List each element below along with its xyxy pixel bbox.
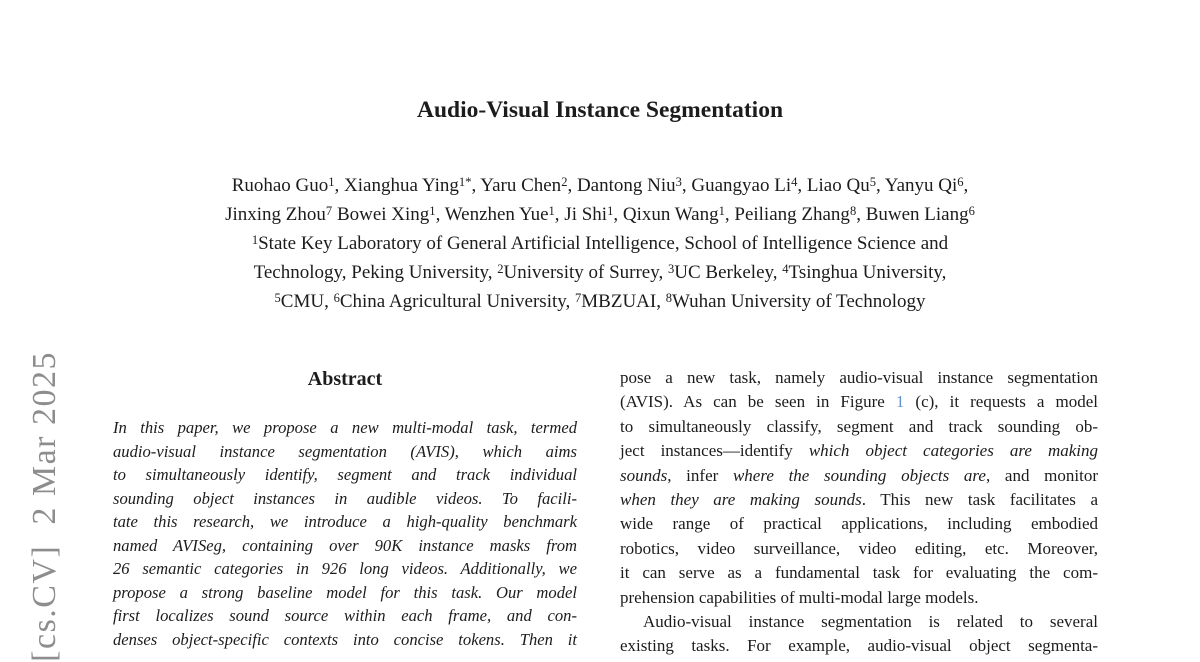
text-run: , Qixun Wang xyxy=(613,204,719,225)
superscript: 1 xyxy=(607,203,614,218)
text-line xyxy=(113,416,577,440)
affiliation-block xyxy=(0,230,1200,317)
superscript: 8 xyxy=(849,203,857,218)
text-run: sounding object instances in audible videos. To facili- xyxy=(113,488,577,508)
text-line xyxy=(620,561,1098,585)
superscript: 1 xyxy=(548,203,555,218)
text-run: audio-visual instance segmentation (AVIS), which aims xyxy=(113,441,577,461)
superscript: 4 xyxy=(791,174,798,189)
text-run: In this paper, we propose a new multi-modal task, termed xyxy=(113,418,577,437)
superscript: 7 xyxy=(575,290,582,305)
text-line xyxy=(0,288,1200,317)
superscript: 2 xyxy=(497,261,504,276)
text-run: , Dantong Niu xyxy=(567,175,676,196)
text-run: denses object-specific contexts into concise tokens. Then it xyxy=(113,629,577,649)
text-line xyxy=(113,581,577,605)
superscript: 6 xyxy=(957,174,964,189)
text-run: first localizes sound source within each frame, and con- xyxy=(113,606,577,625)
text-run: Wuhan University of Technology xyxy=(672,291,926,312)
text-run: MBZUAI, xyxy=(581,291,666,312)
superscript: 1* xyxy=(458,174,472,189)
paper-title: Audio-Visual Instance Segmentation xyxy=(416,97,784,123)
superscript: 1 xyxy=(718,203,725,218)
text-line xyxy=(0,230,1200,259)
text-run: named AVISeg, containing over 90K instance masks from xyxy=(113,535,577,555)
text-run: propose a strong baseline model for this task. Our model xyxy=(113,582,577,602)
text-run: CMU, xyxy=(280,291,334,312)
text-run: robotics, video surveillance, video editing, etc. Moreover, xyxy=(620,538,1098,558)
italic-run: when they are making sounds xyxy=(620,490,862,510)
text-run: , Liao Qu xyxy=(797,175,870,196)
text-line xyxy=(113,628,577,652)
text-line xyxy=(620,586,1098,610)
text-run: Technology, Peking University, xyxy=(253,262,498,283)
text-run: , Ji Shi xyxy=(554,204,608,225)
text-run: , Yanyu Qi xyxy=(875,175,958,196)
text-run: , Xianghua Ying xyxy=(334,175,459,196)
superscript: 6 xyxy=(333,290,340,305)
superscript: 1 xyxy=(251,232,259,247)
arxiv-watermark: [cs.CV] 2 Mar 2025 xyxy=(26,351,63,662)
text-run: Jinxing Zhou xyxy=(225,204,326,225)
text-run: , Yaru Chen xyxy=(471,175,562,196)
text-run: , Peiliang Zhang xyxy=(724,204,850,225)
text-run: tate this research, we introduce a high-quality benchmark xyxy=(113,512,577,531)
text-run: wide range of practical applications, including embodied xyxy=(620,514,1098,534)
text-run: Ruohao Guo xyxy=(231,175,329,196)
italic-run: sounds xyxy=(620,465,668,485)
text-line xyxy=(620,415,1098,439)
text-run: (AVIS). As can be seen in Figure xyxy=(620,392,896,412)
author-block xyxy=(0,172,1200,230)
text-run: Bowei Xing xyxy=(332,204,430,225)
superscript: 5 xyxy=(869,174,876,189)
text-run: University of Surrey, xyxy=(503,262,669,283)
italic-run: where the sounding objects are xyxy=(732,465,986,485)
text-line xyxy=(620,464,1098,488)
text-run: , and monitor xyxy=(985,465,1098,485)
superscript: 6 xyxy=(968,203,975,218)
superscript: 1 xyxy=(328,174,335,189)
text-run: to simultaneously classify, segment and track sounding ob- xyxy=(620,416,1098,436)
text-run: , Wenzhen Yue xyxy=(435,204,549,225)
superscript: 1 xyxy=(429,203,436,218)
text-line xyxy=(113,557,577,581)
superscript: 3 xyxy=(668,261,675,276)
text-run: ject instances—identify xyxy=(620,441,809,461)
superscript: 3 xyxy=(675,174,682,189)
text-run: to simultaneously identify, segment and track individual xyxy=(113,465,577,484)
abstract-heading: Abstract xyxy=(307,368,383,390)
italic-run: which object categories are making xyxy=(808,441,1098,461)
text-run: it can serve as a fundamental task for evaluating the com- xyxy=(620,563,1098,583)
text-line xyxy=(0,172,1200,201)
text-line xyxy=(113,440,577,464)
text-line xyxy=(620,366,1098,390)
text-line xyxy=(113,604,577,628)
text-run: existing tasks. For example, audio-visual object segmenta- xyxy=(620,636,1098,656)
introduction-text xyxy=(620,366,1098,659)
text-run: Audio-visual instance segmentation is related to several xyxy=(643,612,1098,632)
text-run: , Guangyao Li xyxy=(681,175,792,196)
superscript: 2 xyxy=(561,174,568,189)
text-line xyxy=(620,488,1098,512)
text-line xyxy=(0,201,1200,230)
text-line xyxy=(620,512,1098,536)
text-line xyxy=(620,610,1098,634)
text-line xyxy=(620,634,1098,658)
text-line xyxy=(620,537,1098,561)
superscript: 4 xyxy=(782,261,789,276)
superscript: 7 xyxy=(325,203,333,218)
superscript: 8 xyxy=(665,290,672,305)
text-run: 26 semantic categories in 926 long videos. Additionally, we xyxy=(113,559,577,578)
text-run: , Buwen Liang xyxy=(856,204,969,225)
figure-ref-link[interactable]: 1 xyxy=(895,392,905,412)
text-line xyxy=(113,510,577,534)
text-run: , infer xyxy=(667,465,733,485)
text-run: China Agricultural University, xyxy=(339,291,576,312)
text-line xyxy=(620,390,1098,414)
text-run: pose a new task, namely audio-visual instance segmentation xyxy=(620,368,1098,387)
text-run: Tsinghua University, xyxy=(788,262,947,283)
superscript: 5 xyxy=(274,290,281,305)
text-run: prehension capabilities of multi-modal large models. xyxy=(620,587,979,607)
abstract-text xyxy=(113,416,577,651)
text-line xyxy=(620,439,1098,463)
text-line xyxy=(113,534,577,558)
text-run: (c), it requests a model xyxy=(904,392,1098,412)
text-run: , xyxy=(963,175,969,196)
text-line xyxy=(113,487,577,511)
text-run: UC Berkeley, xyxy=(674,262,783,283)
text-run: . This new task facilitates a xyxy=(861,490,1098,510)
text-line xyxy=(113,463,577,487)
text-line xyxy=(0,259,1200,288)
text-run: State Key Laboratory of General Artificial Intelligence, School of Intelligence Science and xyxy=(258,233,949,254)
